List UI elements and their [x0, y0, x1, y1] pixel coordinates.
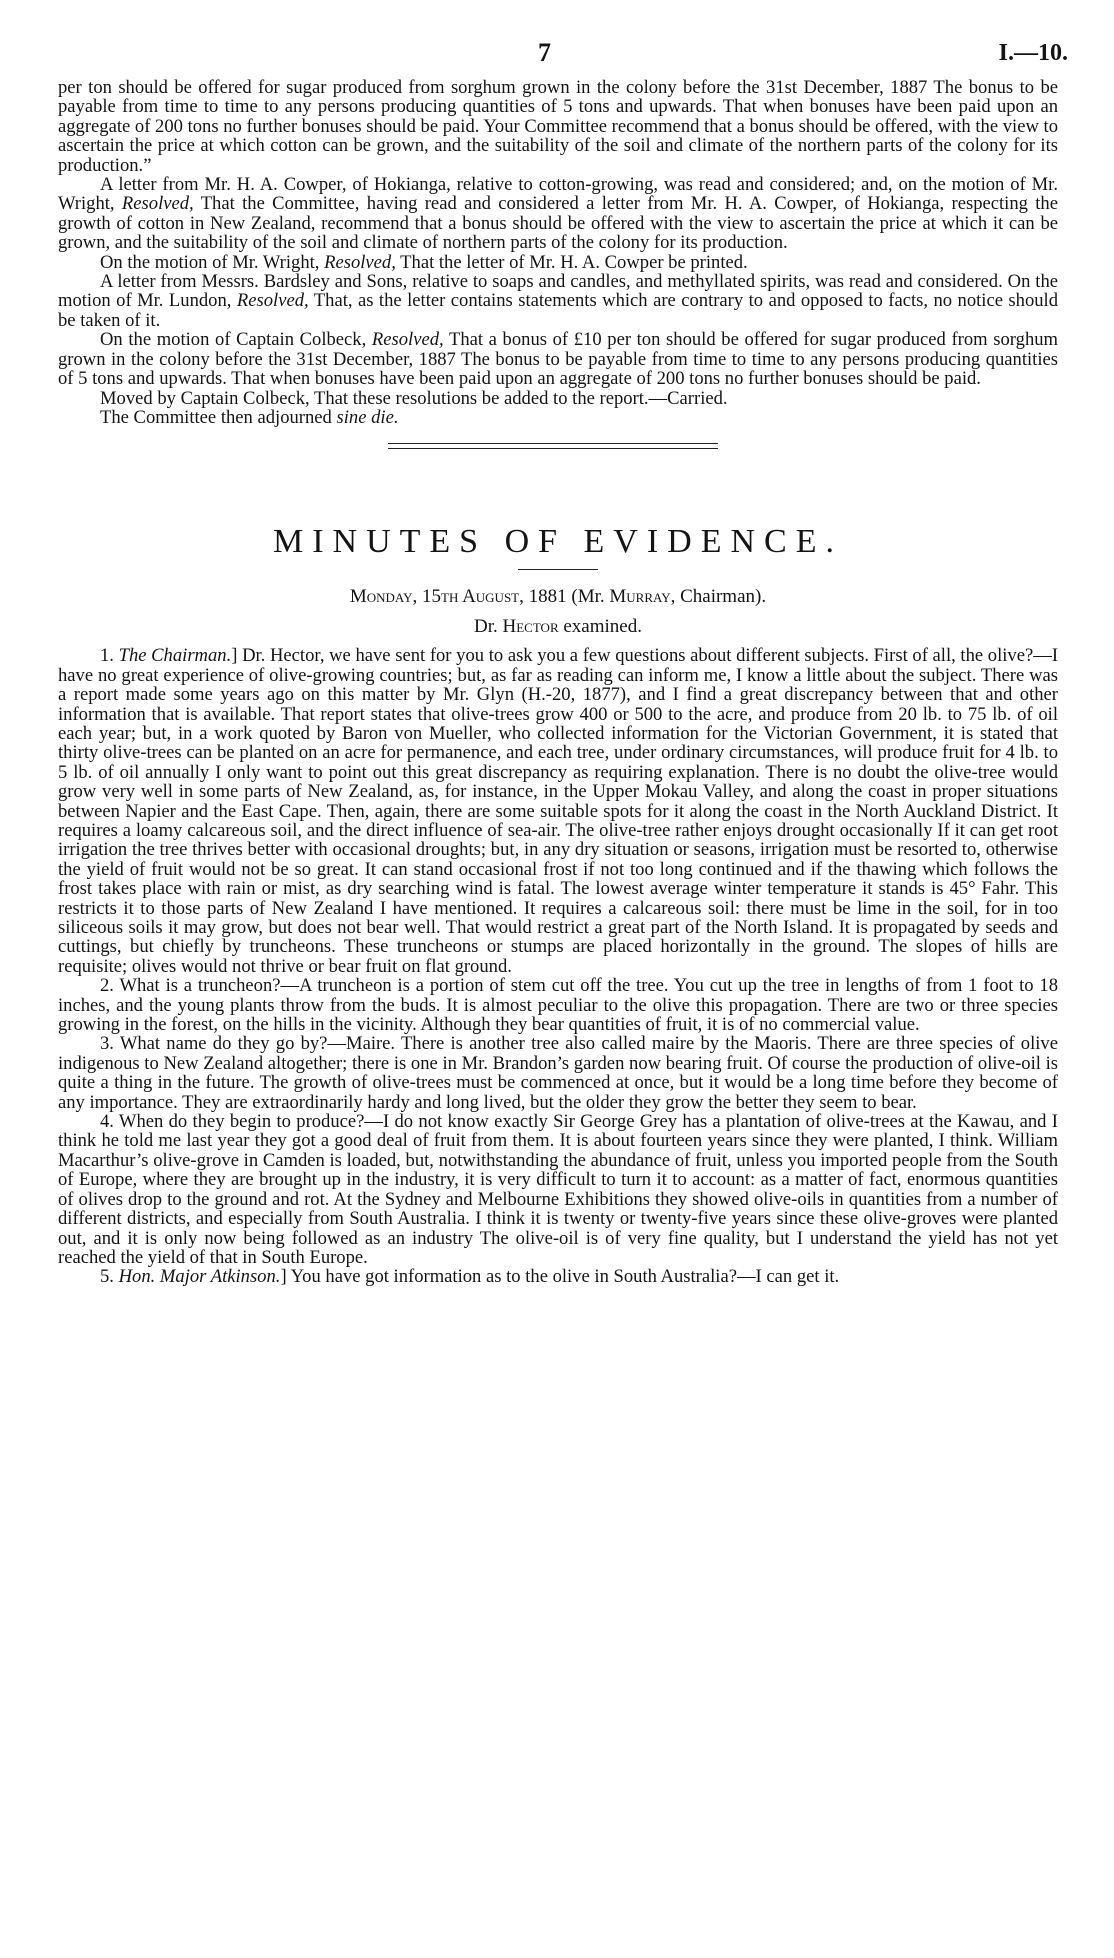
report-paragraph	[58, 330, 1058, 388]
resolved-word: Resolved,	[121, 193, 194, 215]
paragraph-text: A letter from Mr. H. A. Cowper, of Hokianga, relative to cotton-growing, was read and considered; and, on the motion of Mr. Wright,	[58, 174, 1058, 215]
document-page	[58, 38, 1068, 1288]
witness-heading	[58, 616, 1058, 638]
session-month: August	[462, 586, 520, 608]
sine-die-phrase: sine die.	[336, 406, 399, 428]
resolved-word: Resolved,	[236, 290, 309, 312]
evidence-section	[58, 646, 1058, 1286]
session-year: , 1881 (Mr.	[519, 586, 610, 608]
question-text: ] You have got information as to the olive in South Australia?—I can get it.	[280, 1266, 840, 1288]
speaker-name: Hon. Major Atkinson.	[118, 1266, 281, 1288]
title-rule	[518, 569, 598, 570]
report-paragraph: Moved by Captain Colbeck, That these resolutions be added to the report.—Carried.	[100, 387, 728, 409]
resolved-word: Resolved,	[324, 251, 396, 273]
report-paragraph	[58, 175, 1058, 253]
paragraph-text: The Committee then adjourned	[100, 406, 337, 428]
section-divider	[58, 427, 1058, 475]
page-header	[58, 38, 1068, 78]
session-heading	[58, 586, 1058, 608]
report-section	[58, 78, 1058, 427]
paragraph-text: On the motion of Mr. Wright,	[100, 251, 325, 273]
paragraph-text: A letter from Messrs. Bardsley and Sons, relative to soaps and candles, and methyllated spirits, was read and considered. On the motion of Mr. Lundon,	[58, 271, 1058, 312]
speaker-name: The Chairman.	[118, 645, 232, 667]
evidence-question: 2. What is a truncheon?—A truncheon is a portion of stem cut off the tree. You cut up the tree in lengths of from 1 foot to 18 inches, and the young plants throw from the buds. It is almost peculiar to the olive this propagation. There are two or three species growing in the forest, on the hills in the vicinity. Although they bear quantities of fruit, it is of no commercial value.	[58, 975, 1058, 1036]
report-paragraph	[58, 253, 1058, 272]
report-paragraph	[58, 272, 1058, 330]
section-title: MINUTES OF EVIDENCE.	[272, 523, 844, 561]
session-date: , 15th	[412, 586, 463, 608]
question-text: ] Dr. Hector, we have sent for you to ask you a few questions about different subjects. First of all, the olive?—I have no great experience of olive-growing countries; but, as far as reading can inform me, I know a little about the subject. There was a report made some years ago on this matter by Mr. Glyn (H.-20, 1877), and I find a great discrepancy between that and other information that is available. That report states that olive-trees grow 400 or 500 to the acre, and produce from 20 lb. to 75 lb. of oil each year; but, in a work quoted by Baron von Mueller, who collected information for the Victorian Government, it is stated that thirty olive-trees can be planted on an acre for permanence, and each tree, under ordinary circumstances, will produce fruit for 4 lb. to 5 lb. of oil annually I only want to point out this great discrepancy as requiring explanation. There is no doubt the olive-tree would grow very well in some parts of New Zealand, as, for instance, in the Upper Mokau Valley, and along the coast in proper situations between Napier and the East Cape. Then, again, there are some suitable spots for it along the coast in the North Auckland District. It requires a loamy calcareous soil, and the direct influence of sea-air. The olive-tree rather enjoys drought occasionally If it can get root irrigation the tree thrives better with occasional droughts; but, in any dry situation or seasons, irrigation must be resorted to, otherwise the yield of fruit would not be so great. It can stand occasional frost if not too long continued and if the thawing which follows the frost takes place with rain or mist, as dry searching wind is fatal. The lowest average winter temperature it stands is 45° Fahr. This restricts it to those parts of New Zealand I have mentioned. It requires a calcareous soil: there must be lime in the soil, for in too siliceous soils it may grow, but does not bear well. That would restrict a great part of the North Island. It is propagated by seeds and cuttings, but chiefly by truncheons. These truncheons or stumps are placed horizontally in the ground. The slopes of hills are requisite; olives would not thrive or bear fruit on flat ground.	[58, 645, 1059, 977]
chairman-role: , Chairman).	[670, 586, 767, 608]
document-reference: I.—10.	[998, 40, 1068, 66]
page-number: 7	[538, 38, 551, 67]
paragraph-text: That the letter of Mr. H. A. Cowper be printed.	[395, 251, 748, 273]
resolved-word: Resolved,	[371, 329, 444, 351]
chairman-name: Murray	[609, 586, 671, 608]
paragraph-text: That the Committee, having read and considered a letter from Mr. H. A. Cowper, of Hokianga, respecting the growth of cotton in New Zealand, recommend that a bonus should be offered with the view to ascertain the price at which it can be grown, and the suitability of the soil and climate of northern parts of the colony for its production.	[58, 193, 1058, 254]
evidence-question: 3. What name do they go by?—Maire. There is another tree also called maire by the Maoris. There are three species of olive indigenous to New Zealand altogether; there is one in Mr. Brandon’s garden now bearing fruit. Of course the production of olive-oil is quite a thing in the future. The growth of olive-trees must be commenced at once, but it would be a long time before they become of any importance. They are extraordinarily hardy and long lived, but the older they grow the better they seem to bear.	[58, 1033, 1058, 1113]
evidence-question	[58, 1267, 1058, 1286]
paragraph-text: On the motion of Captain Colbeck,	[100, 329, 372, 351]
paragraph-text: That a bonus of £10 per ton should be offered for sugar produced from sorghum grown in the colony before the 31st December, 1887 The bonus to be payable from time to time to any persons producing quantities of 5 tons and upwards. That when bonuses have been paid upon an aggregate of 200 tons no further bonuses should be paid.	[58, 329, 1058, 390]
paragraph-text: That, as the letter contains statements which are contrary to and opposed to facts, no notice should be taken of it.	[58, 290, 1059, 331]
evidence-question: 4. When do they begin to produce?—I do not know exactly Sir George Grey has a plantation of olive-trees at the Kawau, and I think he told me last year they got a good deal of fruit from them. It is about fourteen years since they were planted, I think. William Macarthur’s olive-grove in Camden is loaded, but, notwithstanding the abundance of fruit, unless you imported people from the South of Europe, where they are brought up in the industry, it is very difficult to turn it to account: as a matter of fact, enormous quantities of olives drop to the ground and rot. At the Sydney and Melbourne Exhibitions they showed olive-oils in quantities from a number of different districts, and especially from South Australia. I think it is twenty or twenty-five years since these olive-groves were planted out, and it is only now being followed as an industry The olive-oil is of very fine quality, but I understand the yield has not yet reached the yield of that in South Europe.	[58, 1111, 1058, 1268]
report-paragraph: per ton should be offered for sugar produced from sorghum grown in the colony before the 31st December, 1887 The bonus to be payable from time to time to any persons producing quantities of 5 tons and upwards. That when bonuses have been paid upon an aggregate of 200 tons no further bonuses should be paid. Your Committee recommend that a bonus should be offered, with the view to ascertain the price at which cotton can be grown, and the suitability of the soil and climate of the northern parts of the colony for its production.”	[58, 77, 1058, 176]
report-paragraph	[58, 408, 1058, 427]
evidence-question	[58, 646, 1058, 976]
witness-name: Hector	[502, 616, 559, 638]
session-day: Monday	[349, 586, 413, 608]
double-rule	[388, 443, 718, 449]
question-number: 5.	[100, 1266, 119, 1288]
witness-status: examined.	[558, 616, 642, 638]
witness-title: Dr.	[474, 616, 503, 638]
question-number: 1.	[100, 645, 119, 667]
